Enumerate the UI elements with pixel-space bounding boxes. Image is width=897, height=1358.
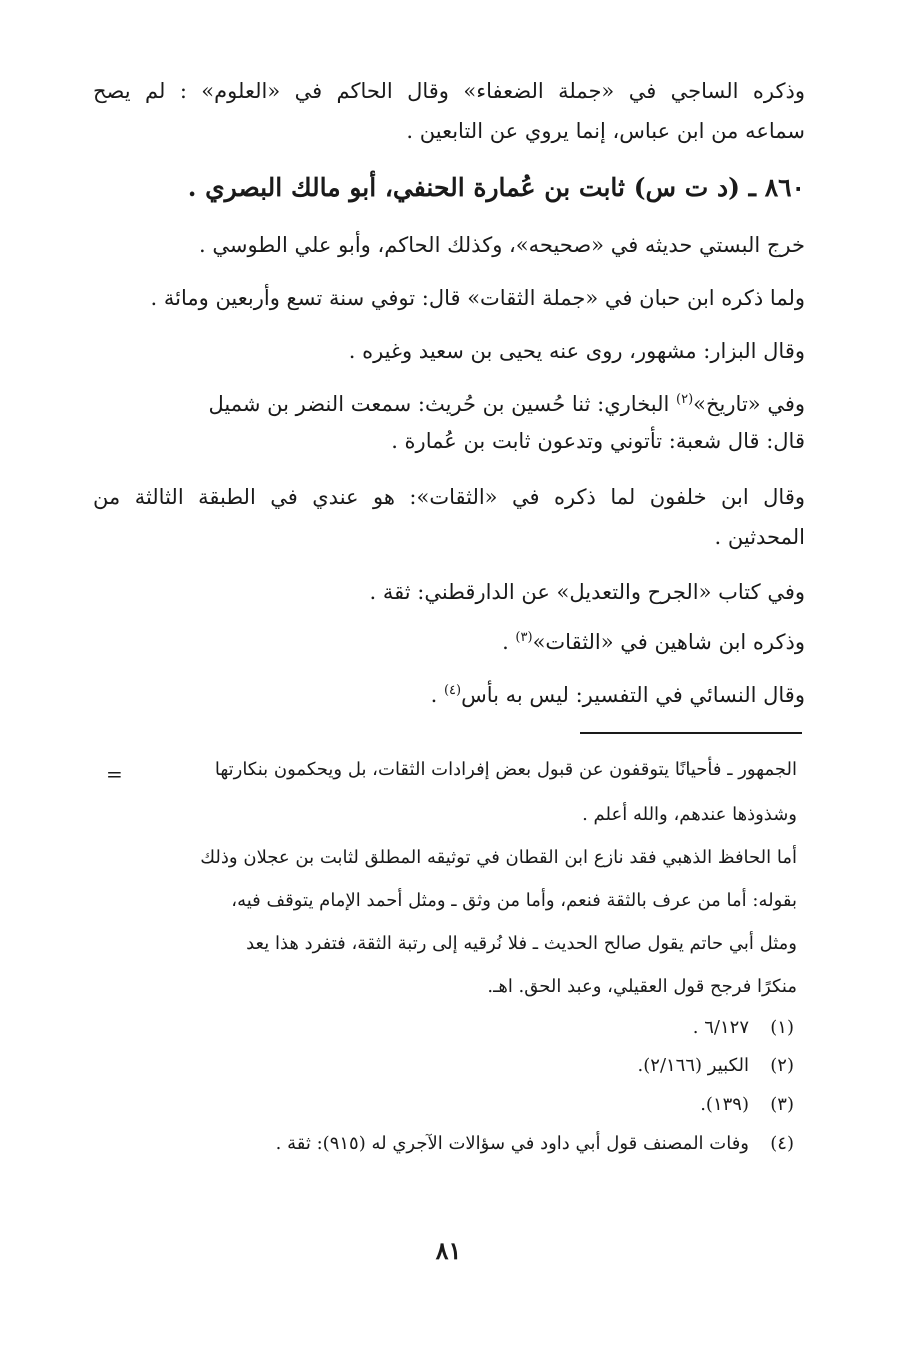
footnote-number: (١) [770,1017,794,1038]
body-line: قال: قال شعبة: تأتوني وتدعون ثابت بن عُمارة . [391,429,805,453]
footnote-line: الجمهور ـ فأحيانًا يتوقفون عن قبول بعض إفرادات الثقات، بل ويحكمون بنكارتها [214,759,797,780]
footnote-text: ٦/١٢٧ . [692,1017,749,1038]
footnote-line: منكرًا فرجح قول العقيلي، وعبد الحق. اهـ. [487,976,797,997]
footnote-ref[interactable]: (٢) [676,392,694,407]
footnote-text: وفات المصنف قول أبي داود في سؤالات الآجري له (٩١٥): ثقة . [275,1133,749,1154]
body-line [93,389,805,419]
body-text: البخاري: ثنا حُسين بن حُريث: سمعت النضر بن شميل [208,392,670,416]
body-line [93,680,805,710]
body-line: وقال ابن خلفون لما ذكره في «الثقات»: هو عندي في الطبقة الثالثة من [93,485,805,509]
footnote-ref[interactable]: (٣) [515,630,533,645]
footnote-text: الكبير (٢/١٦٦). [637,1055,749,1076]
body-line: وفي كتاب «الجرح والتعديل» عن الدارقطني: ثقة . [369,580,805,604]
body-line: سماعه من ابن عباس، إنما يروي عن التابعين . [406,119,805,143]
footnote-line: ومثل أبي حاتم يقول صالح الحديث ـ فلا نُرقيه إلى رتبة الثقة، فتفرد هذا يعد [246,933,797,954]
body-text: . [430,683,444,707]
body-line: خرج البستي حديثه في «صحيحه»، وكذلك الحاكم، وأبو علي الطوسي . [199,233,805,257]
body-text: وفي «تاريخ» [693,392,805,416]
continuation-mark: = [106,762,123,786]
footnote-number: (٢) [770,1055,794,1076]
body-line: وذكره الساجي في «جملة الضعفاء» وقال الحاكم في «العلوم» : لم يصح [93,79,805,103]
footnote-line: وشذوذها عندهم، والله أعلم . [582,804,797,825]
body-text: وقال النسائي في التفسير: ليس به بأس [461,683,805,707]
entry-heading: ٨٦٠ ـ (د ت س) ثابت بن عُمارة الحنفي، أبو مالك البصري . [187,173,805,202]
body-line: وقال البزار: مشهور، روى عنه يحيى بن سعيد وغيره . [348,339,805,363]
body-line: المحدثين . [714,525,805,549]
body-text: . [502,630,516,654]
footnote-separator [580,732,802,734]
body-line [93,627,805,657]
footnote-line: أما الحافظ الذهبي فقد نازع ابن القطان في توثيقه المطلق لثابت بن عجلان وذلك [200,847,797,868]
footnote-ref[interactable]: (٤) [443,683,462,698]
body-text: وذكره ابن شاهين في «الثقات» [532,630,805,654]
footnote-line: بقوله: أما من عرف بالثقة فنعم، وأما من وثق ـ ومثل أحمد الإمام يتوقف فيه، [231,890,797,911]
body-line: ولما ذكره ابن حبان في «جملة الثقات» قال: توفي سنة تسع وأربعين ومائة . [150,286,805,310]
page-number: ٨١ [435,1236,462,1265]
footnote-number: (٤) [770,1133,794,1154]
footnote-text: (١٣٩). [700,1094,749,1115]
footnote-number: (٣) [770,1094,794,1115]
